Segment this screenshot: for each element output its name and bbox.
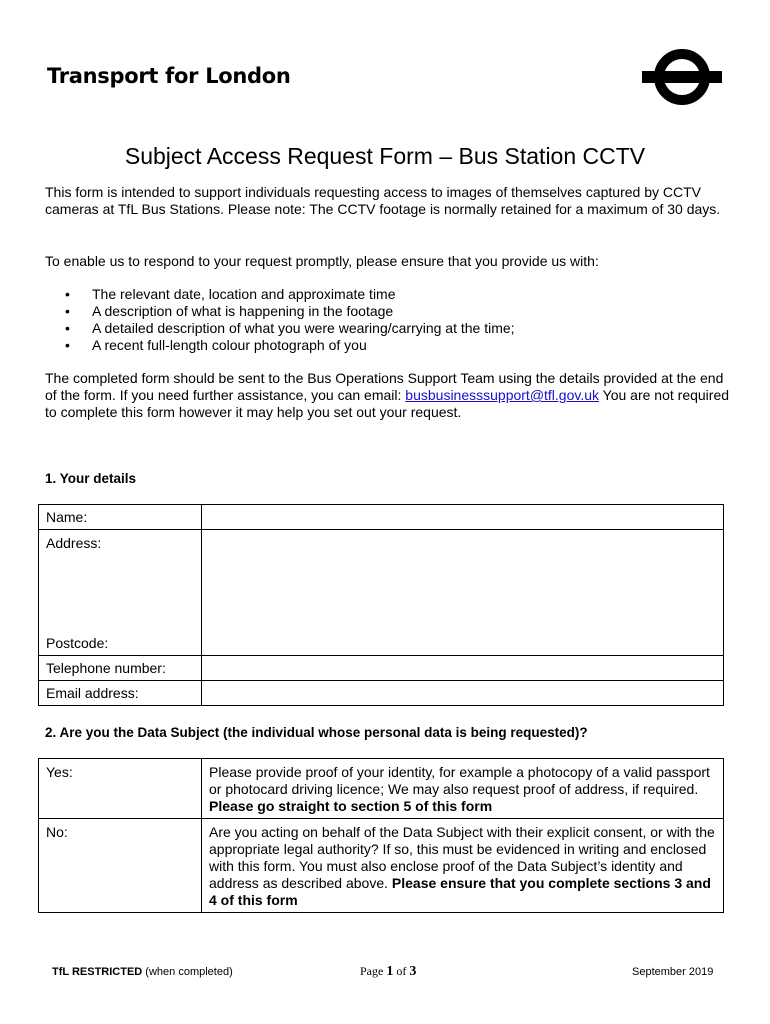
yes-label: Yes: [39,759,202,819]
telephone-label: Telephone number: [39,656,202,681]
yes-instructions: Please provide proof of your identity, for example a photocopy of a valid passport or photocard driving licence; We may also request proof of address, if required. Please go straight to section 5 of this form [202,759,724,819]
footer-date: September 2019 [632,966,714,978]
tfl-roundel-icon [642,48,722,106]
no-instructions: Are you acting on behalf of the Data Subject with their explicit consent, or with the appropriate legal authority? If so, this must be evidenced in writing and enclosed with this form. You must also enclose proof of the Data Subject’s identity and address as described above. Please ensure that you complete sections 3 and 4 of this form [202,819,724,913]
address-label: Address: [46,535,102,551]
footer-classification: TfL RESTRICTED (when completed) [52,966,233,978]
intro-paragraph: This form is intended to support individuals requesting access to images of themselves captured by CCTV cameras at TfL Bus Stations. Please note: The CCTV footage is normally retained for a maximum of 30 days. [45,184,721,217]
details-table [38,504,724,706]
bullet-icon: • [65,286,70,302]
enable-paragraph: To enable us to respond to your request promptly, please ensure that you provide us with: [45,253,599,269]
list-item: • A recent full-length colour photograph of you [65,337,367,353]
email-label: Email address: [39,681,202,706]
address-field[interactable] [202,530,724,656]
bullet-icon: • [65,337,70,353]
section-1-heading: 1. Your details [45,471,137,486]
page-title: Subject Access Request Form – Bus Station CCTV [124,143,646,169]
list-item: • A detailed description of what you were wearing/carrying at the time; [65,320,515,336]
support-email-link[interactable]: busbusinesssupport@tfl.gov.uk [405,387,600,403]
postcode-label: Postcode: [46,635,109,651]
data-subject-table [38,758,724,913]
list-item: • A description of what is happening in the footage [65,303,394,319]
bullet-icon: • [65,303,70,319]
page-number: Page 1 of 3 [360,964,417,979]
section-2-heading: 2. Are you the Data Subject (the individual whose personal data is being requested)? [45,725,588,740]
telephone-field[interactable] [202,656,724,681]
name-label: Name: [39,505,202,530]
completed-paragraph: The completed form should be sent to the Bus Operations Support Team using the details provided at the end of the form. If you need further assistance, you can email: busbusinesssupport@tfl.gov.uk You are not required to complete this form however it may help you set out your request. [45,370,730,420]
name-field[interactable] [202,505,724,530]
address-label-cell [39,530,202,656]
bullet-icon: • [65,320,70,336]
list-item: • The relevant date, location and approximate time [65,286,396,302]
requirements-list [45,286,515,354]
brand-name: Transport for London [47,64,291,88]
email-field[interactable] [202,681,724,706]
no-label: No: [39,819,202,913]
